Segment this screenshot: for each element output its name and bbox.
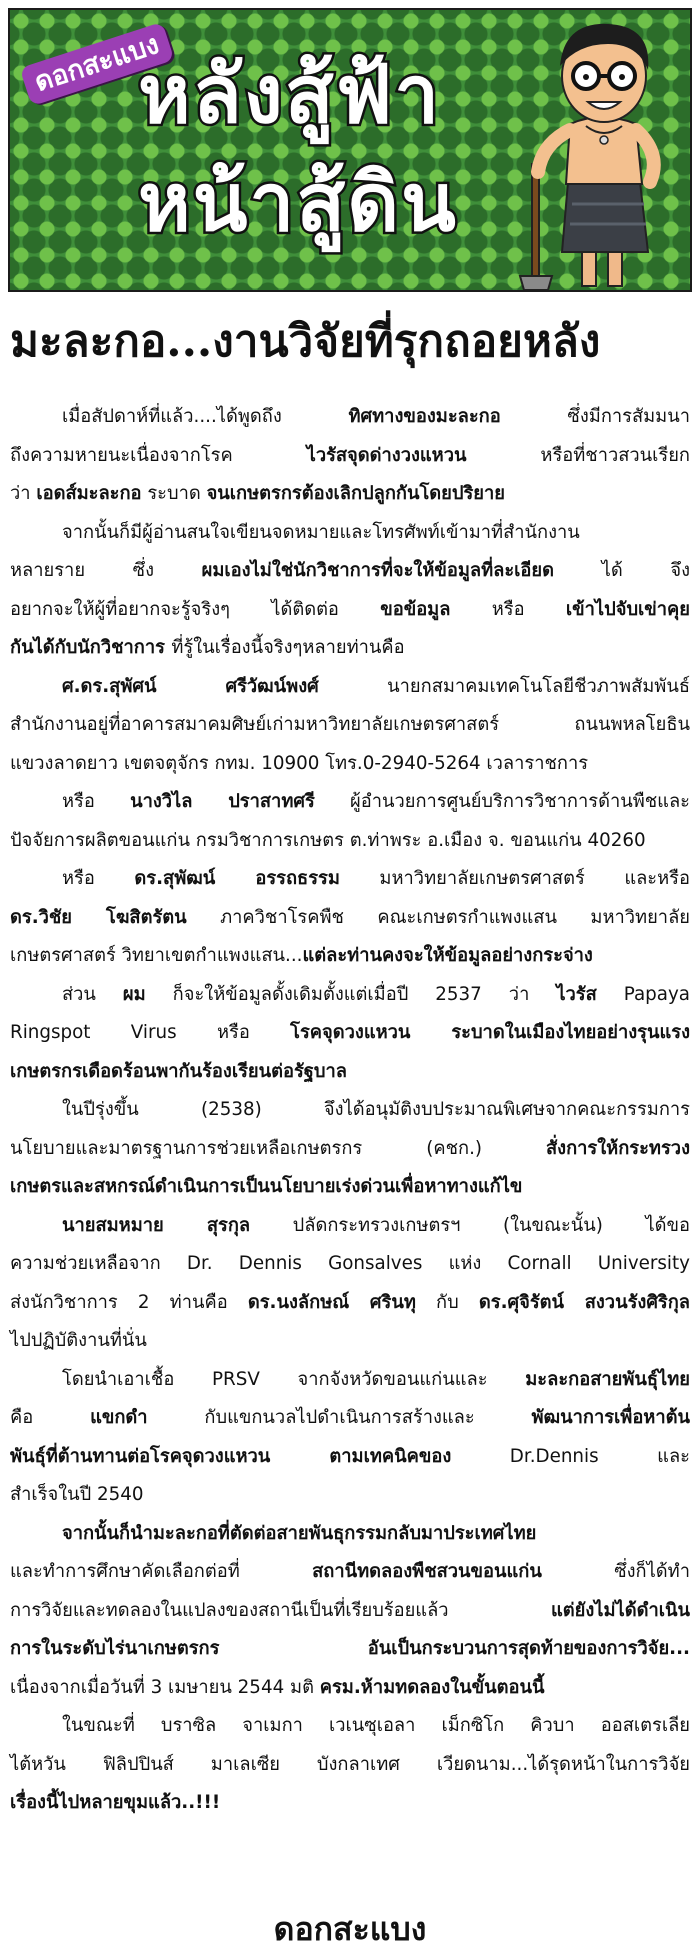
banner-headline-line2: หน้าสู้ดิน: [138, 156, 458, 249]
text: ในขณะที่ บราซิล จาเมกา เวเนซุเอลา เม็กซิโก คิวบา ออสเตรเลีย: [62, 1715, 690, 1736]
text: ปลัดกระทรวงเกษตรฯ (ในขณะนั้น) ได้ขอ: [250, 1214, 690, 1236]
line-text: [10, 1707, 690, 1746]
text-line: [10, 1399, 690, 1438]
bold-text: นายสมหมาย สุรกุล: [62, 1214, 251, 1236]
line-text: [10, 1438, 690, 1477]
paragraph: [10, 1707, 690, 1823]
text-line: [10, 1707, 690, 1746]
text: หรือ: [62, 868, 135, 889]
line-text: [10, 1130, 690, 1169]
line-text: [10, 591, 690, 630]
text-line: [10, 976, 690, 1015]
text-line: [10, 591, 690, 630]
column-tag: ดอกสะแบง: [19, 22, 174, 106]
bold-text: นางวิไล ปราสาทศรี: [130, 791, 315, 812]
text: นายกสมาคมเทคโนโลยีชีวภาพสัมพันธ์: [318, 675, 690, 697]
bold-text: พันธุ์ที่ต้านทานต่อโรคจุดวงแหวน ตามเทคนิคของ: [10, 1445, 452, 1467]
bold-text: เข้าไปจับเข่าคุย: [565, 598, 690, 620]
paragraph: [10, 783, 690, 860]
text-line: [10, 706, 690, 745]
line-text: [10, 1091, 690, 1130]
text: ไปปฏิบัติงานที่นั่น: [10, 1330, 147, 1351]
bold-text: ทิศทางของมะละกอ: [348, 406, 501, 427]
bold-text: ดร.สุพัฒน์ อรรถธรรม: [134, 868, 340, 889]
text-line: [10, 1592, 690, 1631]
text: หรือ: [450, 598, 566, 620]
line-text: [10, 552, 690, 591]
text: ส่วน: [62, 983, 123, 1005]
line-text: [10, 1207, 690, 1246]
line-text: [10, 514, 690, 553]
bold-text: ศ.ดร.สุพัศน์ ศรีวัฒน์พงศ์: [62, 675, 319, 697]
text-line: [10, 629, 690, 668]
text: มหาวิทยาลัยเกษตรศาสตร์ และหรือ: [339, 868, 690, 889]
text-line: [10, 745, 690, 784]
text-line: [10, 1322, 690, 1361]
bold-text: เกษตรและสหกรณ์ดำเนินการเป็นนโยบายเร่งด่วนเพื่อหาทางแก้ไข: [10, 1176, 523, 1197]
bold-text: มะละกอสายพันธุ์ไทย: [525, 1368, 690, 1390]
text-line: [10, 437, 690, 476]
text: Papaya: [596, 983, 690, 1005]
text: สำนักงานอยู่ที่อาคารสมาคมศิษย์เก่ามหาวิทยาลัยเกษตรศาสตร์ ถนนพหลโยธิน: [10, 714, 690, 735]
paragraph: [10, 668, 690, 784]
text-line: [10, 1361, 690, 1400]
text-line: [10, 1053, 690, 1092]
bold-text: ดร.นงลักษณ์ ศรินทุ: [247, 1291, 416, 1313]
text: หรือ: [62, 791, 131, 812]
bold-text: การในระดับไร่นาเกษตรกร อันเป็นกระบวนการสุดท้ายของการวิจัย...: [10, 1638, 690, 1659]
paragraph: [10, 860, 690, 976]
text: ระบาด: [141, 483, 207, 504]
text-line: [10, 552, 690, 591]
line-text: [10, 1399, 690, 1438]
line-text: [10, 437, 690, 476]
paragraph: [10, 398, 690, 514]
text: หลายราย ซึ่ง: [10, 560, 202, 581]
line-text: [10, 1476, 690, 1515]
text-line: [10, 1630, 690, 1669]
bold-text: จากนั้นก็นำมะละกอที่ตัดต่อสายพันธุกรรมกลับมาประเทศไทย: [62, 1522, 537, 1544]
line-text: [10, 860, 690, 899]
article-title: มะละกอ...งานวิจัยที่รุกถอยหลัง: [10, 316, 601, 367]
bold-text: เกษตรกรเดือดร้อนพากันร้องเรียนต่อรัฐบาล: [10, 1060, 347, 1082]
line-text: [10, 668, 690, 707]
bold-text: ผม: [122, 983, 146, 1005]
text-line: [10, 1014, 690, 1053]
text-line: [10, 1245, 690, 1284]
paragraph: [10, 976, 690, 1092]
line-text: [10, 1553, 690, 1592]
bold-text: ไวรัส: [556, 983, 597, 1005]
line-text: [10, 783, 690, 822]
bold-text: ไวรัสจุดด่างวงแหวน: [306, 444, 467, 466]
line-text: [10, 1630, 690, 1669]
line-text: [10, 822, 690, 861]
text-line: [10, 668, 690, 707]
bold-text: สถานีทดลองพืชสวนขอนแก่น: [312, 1561, 542, 1582]
text-line: [10, 822, 690, 861]
banner-headline-line1: หลังสู้ฟ้า: [138, 48, 442, 141]
bold-text: แต่ยังไม่ได้ดำเนิน: [551, 1599, 690, 1621]
line-text: [10, 1322, 690, 1361]
text-line: [10, 514, 690, 553]
text-line: [10, 398, 690, 437]
text: ถึงความหายนะเนื่องจากโรค: [10, 444, 307, 466]
text: ภาควิชาโรคพืช คณะเกษตรกำแพงแสน มหาวิทยาลัย: [186, 906, 690, 928]
bold-text: เอดส์มะละกอ: [36, 483, 142, 504]
paragraph: [10, 514, 690, 668]
line-text: [10, 1168, 690, 1207]
text: เกษตรศาสตร์ วิทยาเขตกำแพงแสน...: [10, 945, 303, 966]
author-signature: ดอกสะแบง: [273, 1910, 427, 1948]
text: นโยบายและมาตรฐานการช่วยเหลือเกษตรกร (คชก.): [10, 1137, 547, 1159]
text-line: [10, 1284, 690, 1323]
line-text: [10, 1284, 690, 1323]
line-text: [10, 629, 690, 668]
text-line: [10, 1476, 690, 1515]
text-line: [10, 783, 690, 822]
text-line: [10, 1207, 690, 1246]
bold-text: เรื่องนี้ไปหลายขุมแล้ว..!!!: [10, 1792, 221, 1813]
text-line: [10, 1669, 690, 1708]
bold-text: ดร.วิชัย โฆสิตรัตน: [10, 906, 187, 928]
text: ความช่วยเหลือจาก Dr. Dennis Gonsalves แห่ง Cornall University: [10, 1253, 690, 1274]
bold-text: ครม.ห้ามทดลองในขั้นตอนนี้: [319, 1676, 545, 1698]
paragraph: [10, 1361, 690, 1515]
line-text: [10, 745, 690, 784]
line-text: [10, 1053, 690, 1092]
text: เมื่อสัปดาห์ที่แล้ว....ได้พูดถึง: [62, 406, 349, 427]
text: สำเร็จในปี 2540: [10, 1484, 144, 1505]
text: โดยนำเอาเชื้อ PRSV จากจังหวัดขอนแก่นและ: [62, 1368, 526, 1390]
text: เนื่องจากเมื่อวันที่ 3 เมษายน 2544 มติ: [10, 1676, 320, 1698]
text: จากนั้นก็มีผู้อ่านสนใจเขียนจดหมายและโทรศัพท์เข้ามาที่สำนักงาน: [62, 521, 580, 543]
text: ในปีรุ่งขึ้น (2538) จึงได้อนุมัติงบประมาณพิเศษจากคณะกรรมการ: [62, 1099, 690, 1120]
paragraph: [10, 1091, 690, 1207]
paragraph: [10, 1207, 690, 1361]
line-text: [10, 937, 690, 976]
line-text: [10, 1746, 690, 1785]
text-line: [10, 1168, 690, 1207]
bold-text: ดร.ศุจิรัตน์ สงวนรังศิริกุล: [478, 1291, 691, 1313]
line-text: [10, 1245, 690, 1284]
article-body: [10, 398, 690, 1823]
line-text: [10, 1669, 690, 1708]
text: ซึ่งก็ได้ทำ: [541, 1561, 690, 1582]
text-line: [10, 860, 690, 899]
text: ก็จะให้ข้อมูลดั้งเดิมตั้งแต่เมื่อปี 2537 ว่า: [145, 983, 557, 1005]
line-text: [10, 475, 690, 514]
bold-text: สั่งการให้กระทรวง: [546, 1137, 690, 1159]
text-line: [10, 899, 690, 938]
bold-text: ขอข้อมูล: [380, 598, 451, 620]
text: แขวงลาดยาว เขตจตุจักร กทม. 10900 โทร.0-2940-5264 เวลาราชการ: [10, 752, 589, 774]
text-line: [10, 475, 690, 514]
text: ปัจจัยการผลิตขอนแก่น กรมวิชาการเกษตร ต.ท่าพระ อ.เมือง จ. ขอนแก่น 40260: [10, 829, 646, 851]
bold-text: กันได้กับนักวิชาการ: [10, 637, 172, 658]
bold-text: จนเกษตรกรต้องเลิกปลูกกันโดยปริยาย: [206, 483, 505, 504]
bold-text: แขกดำ: [90, 1407, 148, 1428]
text-line: [10, 1091, 690, 1130]
text-line: [10, 937, 690, 976]
text: ได้ จึง: [554, 560, 691, 581]
line-text: [10, 706, 690, 745]
text-line: [10, 1515, 690, 1554]
text: ส่งนักวิชาการ 2 ท่านคือ: [10, 1291, 248, 1313]
text: ที่รู้ในเรื่องนี้จริงๆหลายท่านคือ: [171, 637, 405, 658]
bold-text: พัฒนาการเพื่อหาต้น: [531, 1407, 690, 1428]
bold-text: โรคจุดวงแหวน ระบาดในเมืองไทยอย่างรุนแรง: [290, 1022, 691, 1043]
text: คือ: [10, 1407, 91, 1428]
text: Dr.Dennis และ: [451, 1445, 690, 1467]
text: Ringspot Virus หรือ: [10, 1022, 291, 1043]
text: การวิจัยและทดลองในแปลงของสถานีเป็นที่เรียบร้อยแล้ว: [10, 1599, 552, 1621]
line-text: [10, 1361, 690, 1400]
text: กับ: [415, 1291, 479, 1313]
text: ซึ่งมีการสัมมนา: [500, 406, 690, 427]
text-line: [10, 1438, 690, 1477]
line-text: [10, 1515, 690, 1554]
text: อยากจะให้ผู้ที่อยากจะรู้จริงๆ ได้ติดต่อ: [10, 598, 381, 620]
line-text: [10, 1014, 690, 1053]
text: ว่า: [10, 483, 37, 504]
text: และทำการศึกษาคัดเลือกต่อที่: [10, 1561, 313, 1582]
line-text: [10, 899, 690, 938]
line-text: [10, 1592, 690, 1631]
text-line: [10, 1553, 690, 1592]
bold-text: แต่ละท่านคงจะให้ข้อมูลอย่างกระจ่าง: [302, 945, 593, 966]
bold-text: ผมเองไม่ใช่นักวิชาการที่จะให้ข้อมูลที่ละเอียด: [201, 560, 554, 581]
line-text: [10, 976, 690, 1015]
paragraph: [10, 1515, 690, 1708]
banner-frame: [8, 8, 692, 292]
text: หรือที่ชาวสวนเรียก: [466, 444, 691, 466]
text: กับแขกนวลไปดำเนินการสร้างและ: [147, 1407, 532, 1428]
text-line: [10, 1130, 690, 1169]
text: ผู้อำนวยการศูนย์บริการวิชาการด้านพืชและ: [314, 791, 690, 812]
text-line: [10, 1746, 690, 1785]
line-text: [10, 398, 690, 437]
text-line: [10, 1784, 690, 1823]
line-text: [10, 1784, 690, 1823]
text: ไต้หวัน ฟิลิปปินส์ มาเลเซีย บังกลาเทศ เวียดนาม...ได้รุดหน้าในการวิจัย: [10, 1753, 690, 1775]
